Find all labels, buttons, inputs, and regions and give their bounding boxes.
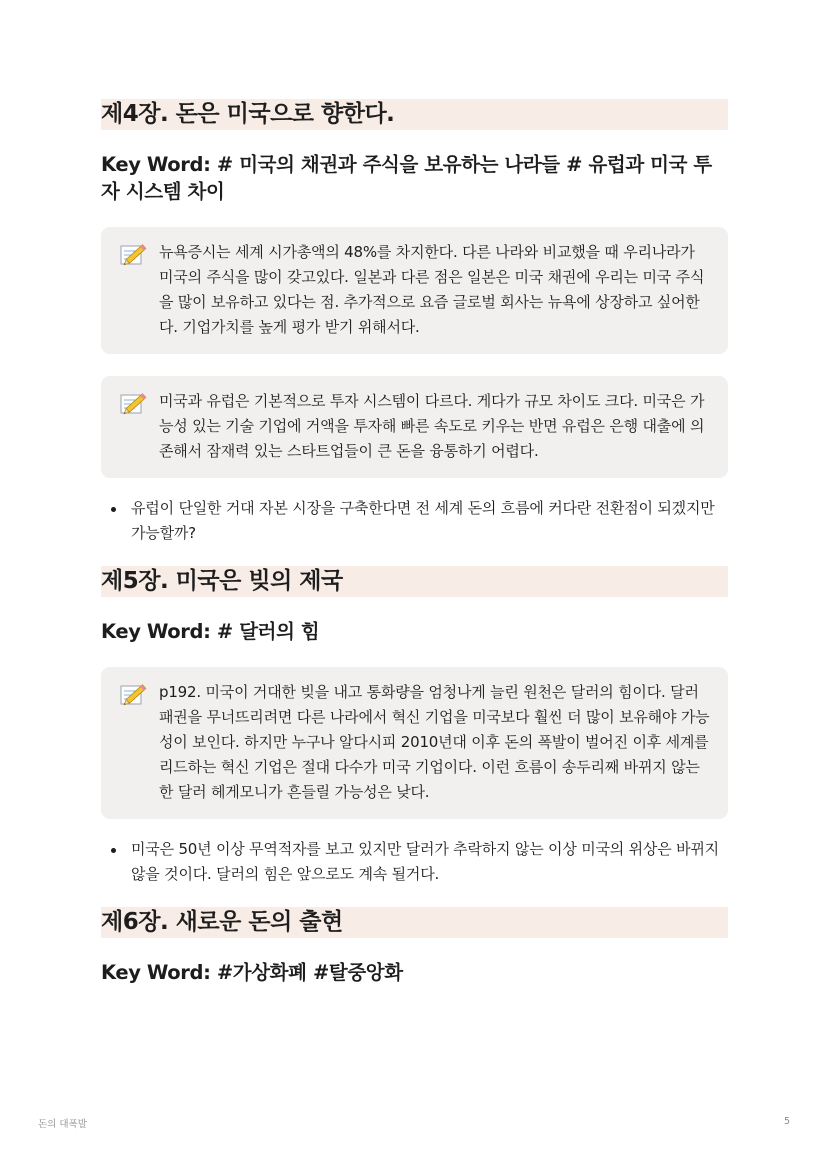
bullet-dot bbox=[111, 848, 116, 853]
callout-text: p192. 미국이 거대한 빚을 내고 통화량을 엄청나게 늘린 원천은 달러의 힘이다. 달러 패권을 무너뜨리려면 다른 나라에서 혁신 기업을 미국보다 훨씬 더 많이 보유해야 가능성이 보인다. 하지만 누구나 알다시피 2010년대 이후 돈의 폭발이 벌어진 이후 세계를 리드하는 혁신 기업은 절대 다수가 미국 기업이다. 이런 흐름이 송두리째 바뀌지 않는 한 달러 헤게모니가 흔들릴 가능성은 낮다. bbox=[159, 683, 710, 801]
page-content bbox=[101, 99, 728, 986]
bullet-list bbox=[101, 837, 728, 887]
keyword-heading: Key Word: #가상화폐 #탈중앙화 bbox=[101, 961, 403, 984]
chapter-title: 제5장. 미국은 빚의 제국 bbox=[101, 566, 728, 597]
section-chapter-6 bbox=[101, 907, 728, 986]
keyword-heading: Key Word: # 미국의 채권과 주식을 보유하는 나라들 # 유럽과 미국 투자 시스템 차이 bbox=[101, 153, 712, 203]
footer-page-number: 5 bbox=[784, 1116, 791, 1127]
callout-block bbox=[101, 667, 728, 819]
callout-block bbox=[101, 376, 728, 478]
memo-pencil-icon bbox=[119, 240, 151, 270]
bullet-dot bbox=[111, 507, 116, 512]
callout-text: 미국과 유럽은 기본적으로 투자 시스템이 다르다. 게다가 규모 차이도 크다. 미국은 가능성 있는 기술 기업에 거액을 투자해 빠른 속도로 키우는 반면 유럽은 은행 대출에 의존해서 잠재력 있는 스타트업들이 큰 돈을 융통하기 어렵다. bbox=[159, 392, 705, 460]
list-item-text: 유럽이 단일한 거대 자본 시장을 구축한다면 전 세계 돈의 흐름에 커다란 전환점이 되겠지만 가능할까? bbox=[131, 499, 715, 542]
keyword-heading: Key Word: # 달러의 힘 bbox=[101, 620, 320, 643]
callout-text: 뉴욕증시는 세계 시가총액의 48%를 차지한다. 다른 나라와 비교했을 때 우리나라가 미국의 주식을 많이 갖고있다. 일본과 다른 점은 일본은 미국 채권에 우리는 미국 주식을 많이 보유하고 있다는 점. 추가적으로 요즘 글로벌 회사는 뉴욕에 상장하고 싶어한다. 기업가치를 높게 평가 받기 위해서다. bbox=[159, 243, 705, 336]
section-chapter-4 bbox=[101, 99, 728, 546]
footer-book-title: 돈의 대폭발 bbox=[38, 1119, 87, 1130]
chapter-title: 제4장. 돈은 미국으로 향한다. bbox=[101, 99, 728, 130]
list-item-text: 미국은 50년 이상 무역적자를 보고 있지만 달러가 추락하지 않는 이상 미국의 위상은 바뀌지 않을 것이다. 달러의 힘은 앞으로도 계속 될거다. bbox=[131, 840, 719, 883]
memo-pencil-icon bbox=[119, 389, 151, 419]
list-item bbox=[101, 837, 728, 887]
chapter-title: 제6장. 새로운 돈의 출현 bbox=[101, 907, 728, 938]
callout-block bbox=[101, 227, 728, 354]
section-chapter-5 bbox=[101, 566, 728, 887]
memo-pencil-icon bbox=[119, 680, 151, 710]
list-item bbox=[101, 496, 728, 546]
bullet-list bbox=[101, 496, 728, 546]
